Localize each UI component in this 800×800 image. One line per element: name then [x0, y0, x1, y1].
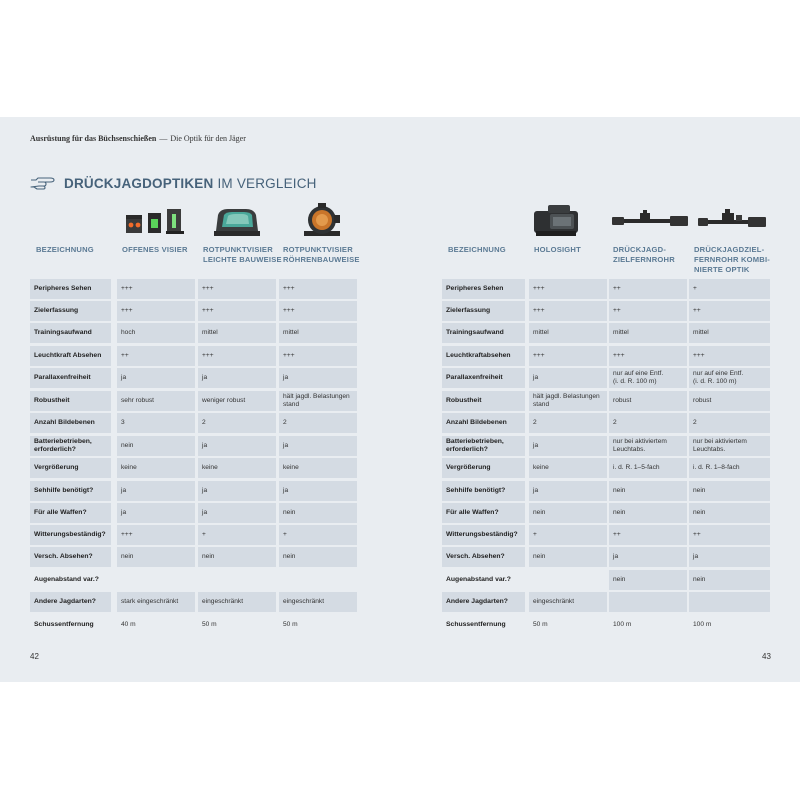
table-cell — [689, 592, 770, 612]
table-cell: 3 — [117, 413, 195, 433]
table-cell: +++ — [529, 346, 607, 366]
page-number-left: 42 — [30, 652, 39, 661]
table-cell: ++ — [609, 525, 687, 545]
table-cell: 2 — [279, 413, 357, 433]
book-spread — [0, 117, 800, 682]
holosight-icon — [530, 201, 582, 239]
table-cell: robust — [609, 391, 687, 411]
table-cell — [609, 592, 687, 612]
table-cell: keine — [529, 458, 607, 478]
row-label: Zielerfassung — [30, 301, 111, 321]
table-cell: +++ — [279, 279, 357, 299]
table-cell: nein — [689, 503, 770, 523]
column-header-red-dot-tube: ROTPUNKTVISIER RÖHRENBAUWEISE — [283, 245, 360, 264]
table-cell: nein — [117, 547, 195, 567]
row-label: Robustheit — [30, 391, 111, 411]
table-cell: +++ — [198, 301, 276, 321]
table-cell: ++ — [117, 346, 195, 366]
open-sight-icon — [122, 201, 192, 239]
table-cell: weniger robust — [198, 391, 276, 411]
row-label: Augenabstand var.? — [34, 576, 99, 583]
table-cell: 50 m — [533, 621, 548, 628]
table-cell: ja — [198, 436, 276, 456]
column-header-designation: BEZEICHNUNG — [36, 245, 94, 254]
section-title-light: IM VERGLEICH — [217, 175, 317, 191]
table-cell: +++ — [117, 279, 195, 299]
table-cell: sehr robust — [117, 391, 195, 411]
table-cell: nein — [609, 570, 687, 590]
table-cell: + — [198, 525, 276, 545]
column-header-red-dot-light: ROTPUNKTVISIER LEICHTE BAUWEISE — [203, 245, 282, 264]
table-cell: nein — [609, 503, 687, 523]
row-label: Vergrößerung — [442, 458, 525, 478]
table-cell: 100 m — [693, 621, 712, 628]
table-cell: ++ — [609, 301, 687, 321]
row-label: Sehhilfe benötigt? — [442, 481, 525, 501]
table-cell: mittel — [609, 323, 687, 343]
table-cell: ja — [117, 481, 195, 501]
row-label: Peripheres Sehen — [30, 279, 111, 299]
table-cell: i. d. R. 1–5-fach — [609, 458, 687, 478]
row-label: Zielerfassung — [442, 301, 525, 321]
table-cell: + — [279, 525, 357, 545]
table-cell: robust — [689, 391, 770, 411]
row-label: Trainingsaufwand — [442, 323, 525, 343]
running-head-chapter: Ausrüstung für das Büchsenschießen — [30, 134, 157, 143]
table-cell: 2 — [609, 413, 687, 433]
table-cell: i. d. R. 1–8-fach — [689, 458, 770, 478]
table-cell: ja — [689, 547, 770, 567]
column-header-designation: BEZEICHNUNG — [448, 245, 506, 254]
table-cell: + — [689, 279, 770, 299]
table-cell: hoch — [117, 323, 195, 343]
row-label: Batteriebetrieben, erforderlich? — [442, 436, 525, 456]
table-cell: +++ — [279, 346, 357, 366]
row-label: Batteriebetrieben, erforderlich? — [30, 436, 111, 456]
row-label: Peripheres Sehen — [442, 279, 525, 299]
table-cell: ++ — [689, 301, 770, 321]
column-header-holosight: HOLOSIGHT — [534, 245, 581, 254]
table-cell: 2 — [198, 413, 276, 433]
table-cell: ++ — [689, 525, 770, 545]
table-cell: +++ — [689, 346, 770, 366]
table-cell: eingeschränkt — [198, 592, 276, 612]
table-cell: + — [529, 525, 607, 545]
table-cell: keine — [198, 458, 276, 478]
table-cell: mittel — [279, 323, 357, 343]
red-dot-open-icon — [210, 201, 262, 239]
row-label: Anzahl Bildebenen — [30, 413, 111, 433]
table-cell: hält jagdl. Belastungen stand — [279, 391, 357, 411]
running-head-section: Die Optik für den Jäger — [170, 134, 246, 143]
table-cell — [529, 570, 607, 590]
row-label: Leuchtkraft Absehen — [30, 346, 111, 366]
table-cell: eingeschränkt — [279, 592, 357, 612]
red-dot-tube-icon — [298, 201, 346, 239]
table-cell: ja — [529, 436, 607, 456]
row-label: Witterungsbeständig? — [30, 525, 111, 545]
table-cell: 2 — [689, 413, 770, 433]
table-cell: ja — [198, 503, 276, 523]
table-cell: nein — [689, 481, 770, 501]
row-label: Leuchtkraftabsehen — [442, 346, 525, 366]
table-cell: stark eingeschränkt — [117, 592, 195, 612]
row-label: Sehhilfe benötigt? — [30, 481, 111, 501]
row-label: Parallaxenfreiheit — [30, 368, 111, 388]
table-cell: nur auf eine Entf. (i. d. R. 100 m) — [609, 368, 687, 388]
table-cell: +++ — [198, 346, 276, 366]
table-cell: +++ — [279, 301, 357, 321]
table-cell: nur bei aktiviertem Leuchtabs. — [689, 436, 770, 456]
table-cell: 50 m — [202, 621, 217, 628]
running-head-separator: — — [159, 134, 168, 143]
column-header-riflescope: DRÜCKJAGD- ZIELFERNROHR — [613, 245, 675, 264]
table-cell: nein — [529, 503, 607, 523]
table-cell: +++ — [117, 301, 195, 321]
table-cell: ja — [117, 503, 195, 523]
right-page — [400, 117, 800, 682]
table-cell: ++ — [609, 279, 687, 299]
table-cell: mittel — [529, 323, 607, 343]
column-header-open-sight: OFFENES VISIER — [122, 245, 188, 254]
row-label: Vergrößerung — [30, 458, 111, 478]
table-cell: nur bei aktiviertem Leuchtabs. — [609, 436, 687, 456]
table-cell: nein — [279, 547, 357, 567]
table-cell: nein — [198, 547, 276, 567]
section-title-bold: DRÜCKJAGDOPTIKEN — [64, 175, 214, 191]
page-number-right: 43 — [762, 652, 771, 661]
table-cell: 100 m — [613, 621, 632, 628]
row-label: Robustheit — [442, 391, 525, 411]
table-cell: 40 m — [121, 621, 136, 628]
table-cell: +++ — [529, 301, 607, 321]
table-cell: mittel — [198, 323, 276, 343]
riflescope-combined-icon — [696, 201, 768, 239]
row-label: Für alle Waffen? — [30, 503, 111, 523]
riflescope-icon — [610, 201, 690, 239]
row-label: Schussentfernung — [446, 621, 506, 628]
table-cell — [117, 570, 195, 590]
row-label: Für alle Waffen? — [442, 503, 525, 523]
table-cell: nein — [609, 481, 687, 501]
table-cell: +++ — [198, 279, 276, 299]
row-label: Witterungsbeständig? — [442, 525, 525, 545]
table-cell: ja — [279, 436, 357, 456]
row-label: Versch. Absehen? — [30, 547, 111, 567]
row-label: Schussentfernung — [34, 621, 94, 628]
row-label: Trainingsaufwand — [30, 323, 111, 343]
table-cell: eingeschränkt — [529, 592, 607, 612]
table-cell: mittel — [689, 323, 770, 343]
table-cell: 50 m — [283, 621, 298, 628]
row-label: Versch. Absehen? — [442, 547, 525, 567]
row-label: Andere Jagdarten? — [442, 592, 525, 612]
row-label: Anzahl Bildebenen — [442, 413, 525, 433]
table-cell: ja — [529, 368, 607, 388]
table-cell: ja — [198, 368, 276, 388]
table-cell: nein — [529, 547, 607, 567]
table-cell: nur auf eine Entf. (i. d. R. 100 m) — [689, 368, 770, 388]
left-page — [0, 117, 400, 682]
table-cell: ja — [529, 481, 607, 501]
row-label: Parallaxenfreiheit — [442, 368, 525, 388]
table-cell: ja — [609, 547, 687, 567]
table-cell: nein — [689, 570, 770, 590]
table-cell: ja — [198, 481, 276, 501]
table-cell: hält jagdl. Belastungen stand — [529, 391, 607, 411]
table-cell: ja — [279, 368, 357, 388]
table-cell: nein — [279, 503, 357, 523]
table-cell: ja — [279, 481, 357, 501]
table-cell: +++ — [609, 346, 687, 366]
table-cell: +++ — [117, 525, 195, 545]
column-header-riflescope-combined: DRÜCKJAGDZIEL- FERNROHR KOMBI- NIERTE OPTIK — [694, 245, 770, 274]
table-cell: 2 — [529, 413, 607, 433]
table-cell — [198, 570, 276, 590]
table-cell: ja — [117, 368, 195, 388]
row-label: Andere Jagdarten? — [30, 592, 111, 612]
table-cell — [279, 570, 357, 590]
table-cell: keine — [117, 458, 195, 478]
table-cell: nein — [117, 436, 195, 456]
row-label: Augenabstand var.? — [446, 576, 511, 583]
table-cell: +++ — [529, 279, 607, 299]
table-cell: keine — [279, 458, 357, 478]
